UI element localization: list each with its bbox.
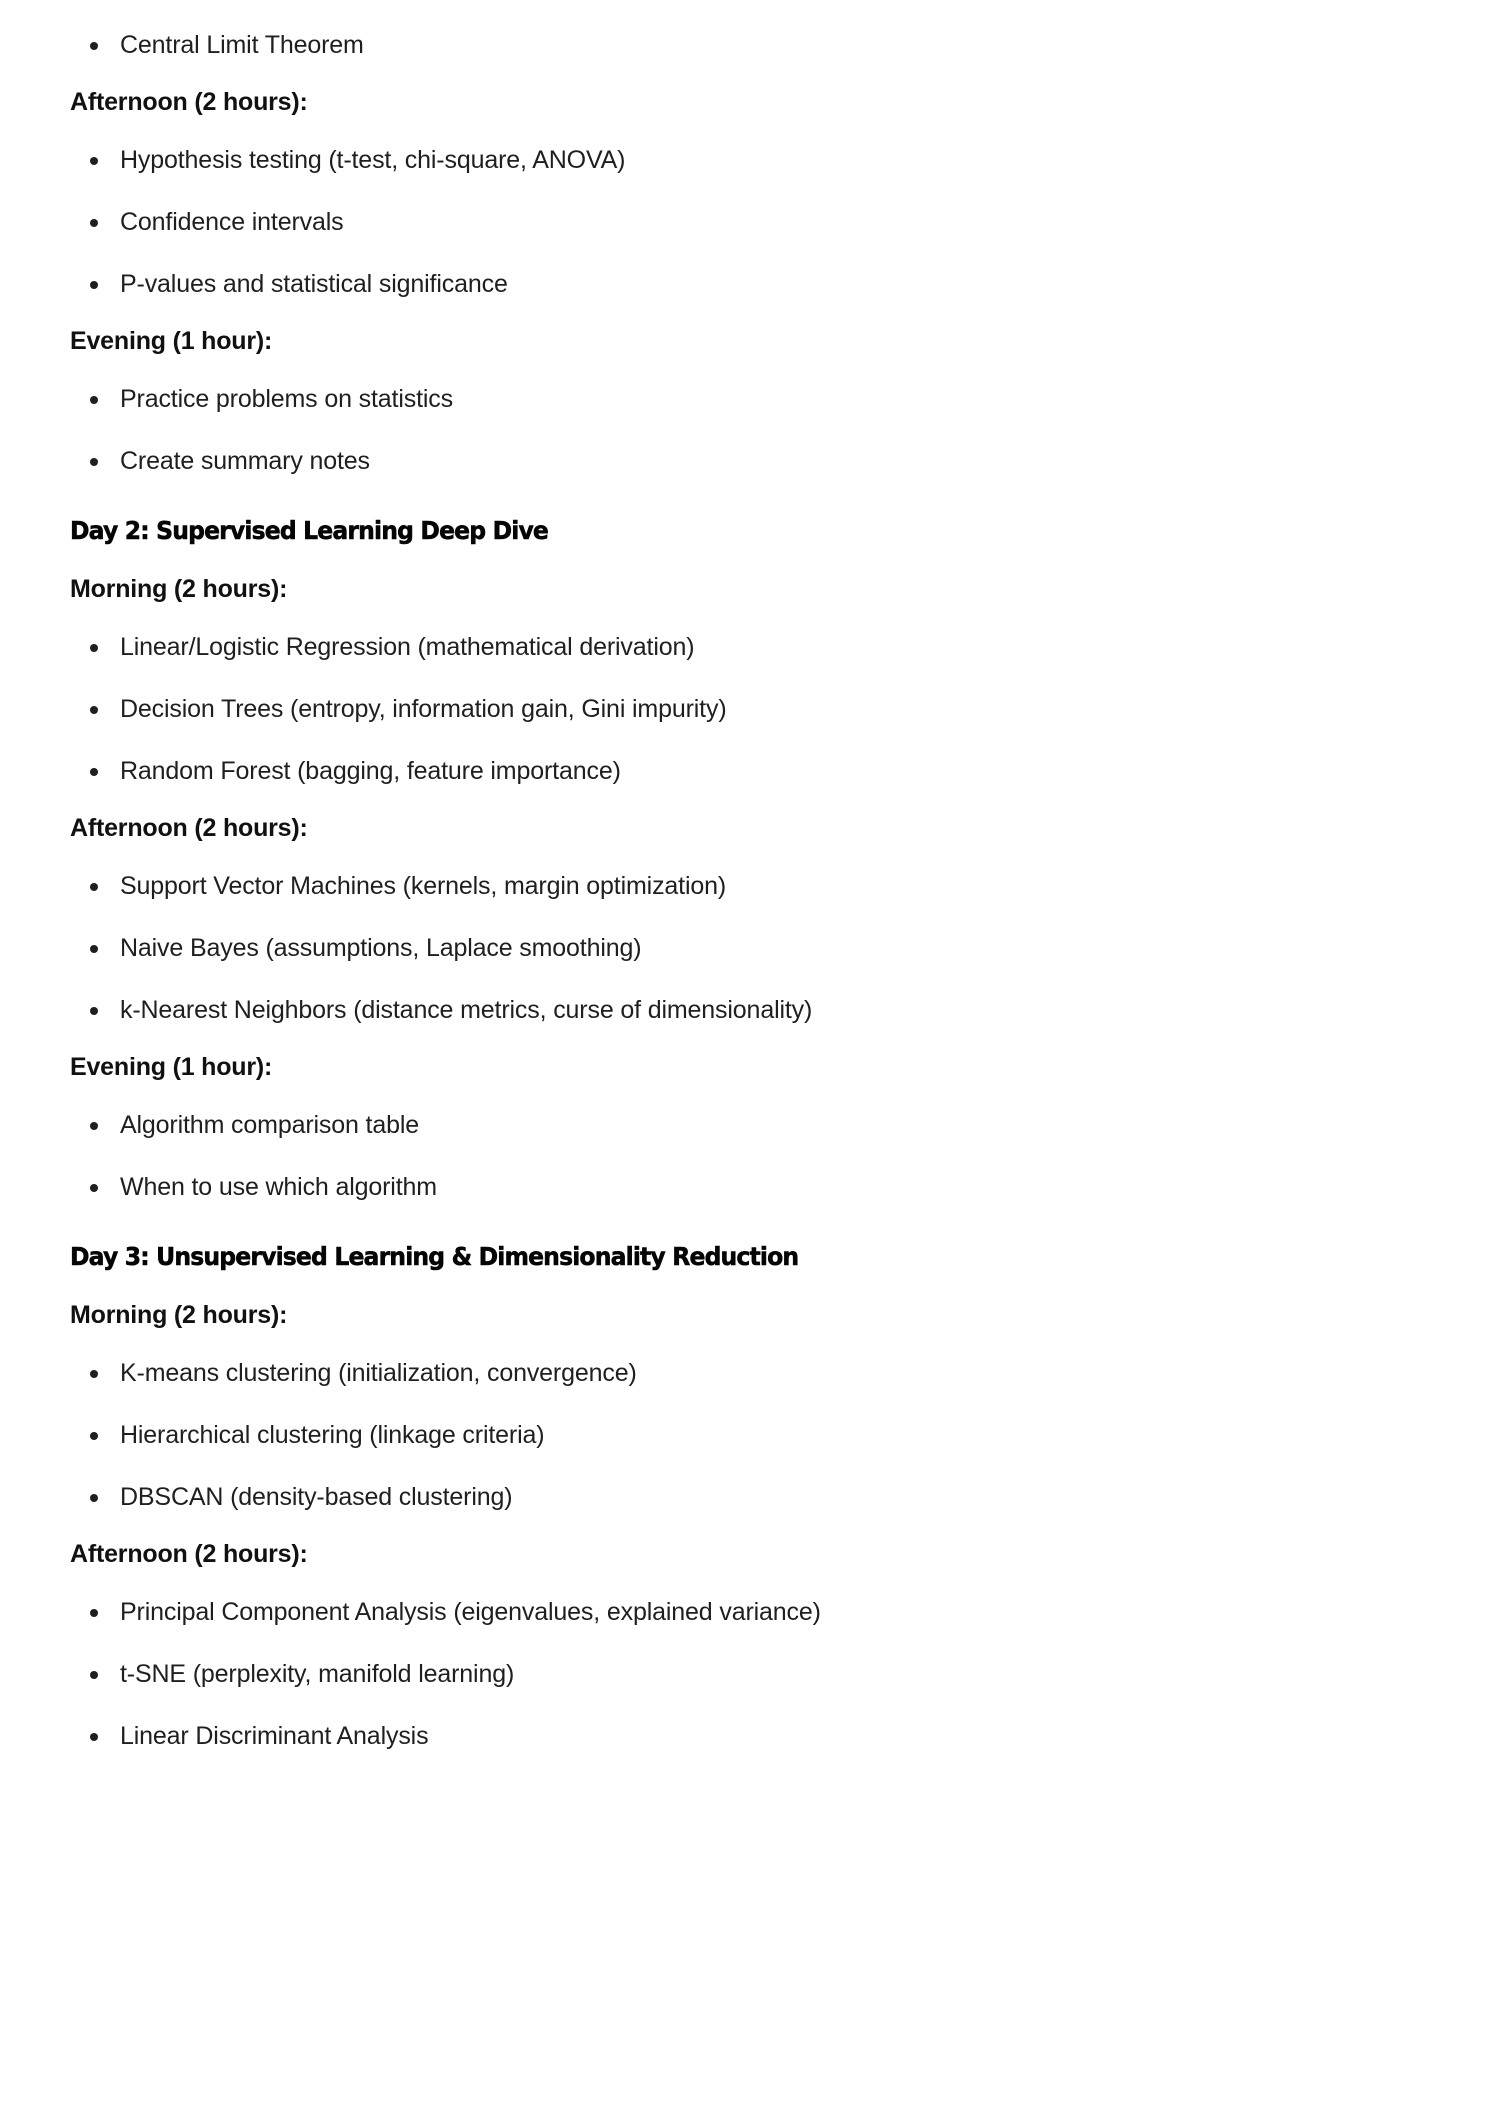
day2-evening-list <box>70 1110 1430 1202</box>
bullet-point-icon <box>90 768 98 776</box>
list-item <box>70 871 1430 901</box>
vertical-gap <box>70 356 1430 384</box>
bullet-point-icon <box>90 644 98 652</box>
day2-morning-list <box>70 632 1430 786</box>
list-item <box>70 145 1430 175</box>
list-item <box>70 933 1430 963</box>
list-item-label: Random Forest (bagging, feature importance) <box>120 757 621 785</box>
day1-evening-list <box>70 384 1430 476</box>
list-item <box>70 632 1430 662</box>
list-item <box>70 1721 1430 1751</box>
list-item-label: k-Nearest Neighbors (distance metrics, curse of dimensionality) <box>120 996 813 1024</box>
list-item <box>70 207 1430 237</box>
day3-heading: Day 3: Unsupervised Learning & Dimensionality Reduction <box>70 1242 799 1271</box>
list-item <box>70 1482 1430 1512</box>
vertical-gap <box>70 1025 1430 1052</box>
list-item-label: Hypothesis testing (t-test, chi-square, ANOVA) <box>120 146 626 174</box>
document-content <box>70 30 1430 1751</box>
bullet-point-icon <box>90 1122 98 1130</box>
bullet-point-icon <box>90 219 98 227</box>
day1-evening-heading: Evening (1 hour): <box>70 327 273 355</box>
list-item <box>70 1172 1430 1202</box>
day3-morning-list <box>70 1358 1430 1512</box>
vertical-gap <box>70 1569 1430 1597</box>
list-item-label: Hierarchical clustering (linkage criteria) <box>120 1421 545 1449</box>
vertical-gap <box>70 1512 1430 1539</box>
bullet-point-icon <box>90 42 98 50</box>
bullet-point-icon <box>90 157 98 165</box>
list-item-label: Central Limit Theorem <box>120 31 364 59</box>
list-item-label: Decision Trees (entropy, information gain, Gini impurity) <box>120 695 727 723</box>
list-item-label: Create summary notes <box>120 447 370 475</box>
bullet-point-icon <box>90 1007 98 1015</box>
list-item <box>70 384 1430 414</box>
list-item-label: Principal Component Analysis (eigenvalues, explained variance) <box>120 1598 821 1626</box>
list-item-label: Practice problems on statistics <box>120 385 453 413</box>
bullet-point-icon <box>90 706 98 714</box>
list-item-label: Algorithm comparison table <box>120 1111 420 1139</box>
vertical-gap <box>70 60 1430 87</box>
list-item <box>70 756 1430 786</box>
vertical-gap <box>70 546 1430 574</box>
bullet-point-icon <box>90 1432 98 1440</box>
bullet-point-icon <box>90 1370 98 1378</box>
day2-afternoon-heading: Afternoon (2 hours): <box>70 814 308 842</box>
day1-morning-continued-list <box>70 30 1430 60</box>
vertical-gap <box>70 1330 1430 1358</box>
bullet-point-icon <box>90 1671 98 1679</box>
list-item <box>70 995 1430 1025</box>
bullet-point-icon <box>90 945 98 953</box>
list-item <box>70 1110 1430 1140</box>
list-item <box>70 446 1430 476</box>
list-item <box>70 694 1430 724</box>
day2-morning-heading: Morning (2 hours): <box>70 575 288 603</box>
day2-evening-heading: Evening (1 hour): <box>70 1053 273 1081</box>
vertical-gap <box>70 117 1430 145</box>
list-item-label: Confidence intervals <box>120 208 344 236</box>
list-item <box>70 1420 1430 1450</box>
list-item <box>70 30 1430 60</box>
list-item-label: t-SNE (perplexity, manifold learning) <box>120 1660 515 1688</box>
day3-afternoon-list <box>70 1597 1430 1751</box>
list-item <box>70 1358 1430 1388</box>
bullet-point-icon <box>90 883 98 891</box>
list-item <box>70 1659 1430 1689</box>
list-item-label: Linear Discriminant Analysis <box>120 1722 429 1750</box>
list-item <box>70 1597 1430 1627</box>
list-item-label: Support Vector Machines (kernels, margin optimization) <box>120 872 727 900</box>
vertical-gap <box>70 1272 1430 1300</box>
list-item-label: Linear/Logistic Regression (mathematical derivation) <box>120 633 695 661</box>
day3-morning-heading: Morning (2 hours): <box>70 1301 288 1329</box>
list-item-label: P-values and statistical significance <box>120 270 508 298</box>
bullet-point-icon <box>90 1609 98 1617</box>
bullet-point-icon <box>90 396 98 404</box>
vertical-gap <box>70 786 1430 813</box>
list-item <box>70 269 1430 299</box>
bullet-point-icon <box>90 458 98 466</box>
vertical-gap <box>70 476 1430 516</box>
day3-afternoon-heading: Afternoon (2 hours): <box>70 1540 308 1568</box>
list-item-label: K-means clustering (initialization, convergence) <box>120 1359 637 1387</box>
vertical-gap <box>70 604 1430 632</box>
vertical-gap <box>70 1202 1430 1242</box>
list-item-label: Naive Bayes (assumptions, Laplace smoothing) <box>120 934 642 962</box>
day2-heading: Day 2: Supervised Learning Deep Dive <box>70 516 549 545</box>
bullet-point-icon <box>90 1733 98 1741</box>
list-item-label: When to use which algorithm <box>120 1173 437 1201</box>
vertical-gap <box>70 299 1430 326</box>
bullet-point-icon <box>90 281 98 289</box>
day2-afternoon-list <box>70 871 1430 1025</box>
day1-afternoon-list <box>70 145 1430 299</box>
vertical-gap <box>70 843 1430 871</box>
day1-afternoon-heading: Afternoon (2 hours): <box>70 88 308 116</box>
bullet-point-icon <box>90 1184 98 1192</box>
vertical-gap <box>70 1082 1430 1110</box>
bullet-point-icon <box>90 1494 98 1502</box>
list-item-label: DBSCAN (density-based clustering) <box>120 1483 513 1511</box>
